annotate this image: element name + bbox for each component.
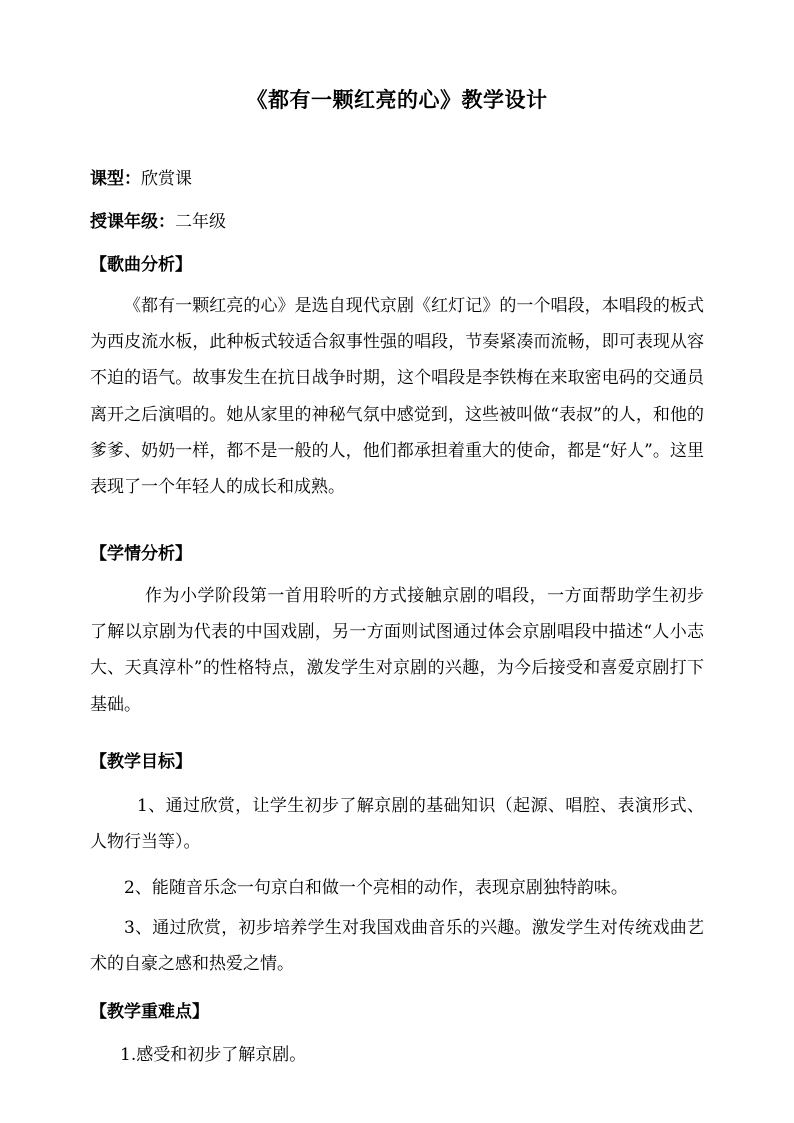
grade-value: 二年级: [175, 212, 226, 232]
teaching-goal-item: 1、通过欣赏，让学生初步了解京剧的基础知识（起源、唱腔、表演形式、人物行当等）。: [90, 796, 704, 853]
lesson-type-line: [90, 167, 192, 191]
section-heading-teaching-goals: 【教学目标】: [90, 752, 192, 772]
section-heading-key-difficulties: 【教学重难点】: [90, 1002, 209, 1022]
lesson-type-label: 课型：: [90, 169, 141, 189]
document-title: 《都有一颗红亮的心》教学设计: [246, 87, 548, 112]
teaching-goal-item: 3、通过欣赏，初步培养学生对我国戏曲音乐的兴趣。激发学生对传统戏曲艺术的自豪之感和热爱之情。: [90, 918, 704, 975]
song-analysis-paragraph: 《都有一颗红亮的心》是选自现代京剧《红灯记》的一个唱段，本唱段的板式为西皮流水板，此种板式较适合叙事性强的唱段，节奏紧凑而流畅，即可表现从容不迫的语气。故事发生在抗日战争时期，这个唱段是李铁梅在来取密电码的交通员离开之后演唱的。她从家里的神秘气氛中感觉到，这些被叫做“表叔”的人，和他的爹爹、奶奶一样，都不是一般的人，他们都承担着重大的使命，都是“好人”。这里表现了一个年轻人的成长和成熟。: [90, 296, 704, 498]
grade-line: [90, 210, 226, 234]
section-heading-song-analysis: 【歌曲分析】: [90, 255, 192, 275]
grade-label: 授课年级：: [90, 212, 175, 232]
lesson-type-value: 欣赏课: [141, 169, 192, 189]
section-heading-student-analysis: 【学情分析】: [90, 544, 192, 564]
key-difficulty-item: 1.感受和初步了解京剧。: [120, 1045, 307, 1065]
teaching-goal-item: 2、能随音乐念一句京白和做一个亮相的动作，表现京剧独特韵味。: [124, 878, 628, 898]
student-analysis-paragraph: 作为小学阶段第一首用聆听的方式接触京剧的唱段，一方面帮助学生初步了解以京剧为代表的中国戏剧，另一方面则试图通过体会京剧唱段中描述“人小志大、天真淳朴”的性格特点，激发学生对京剧的兴趣，为今后接受和喜爱京剧打下基础。: [90, 586, 704, 715]
